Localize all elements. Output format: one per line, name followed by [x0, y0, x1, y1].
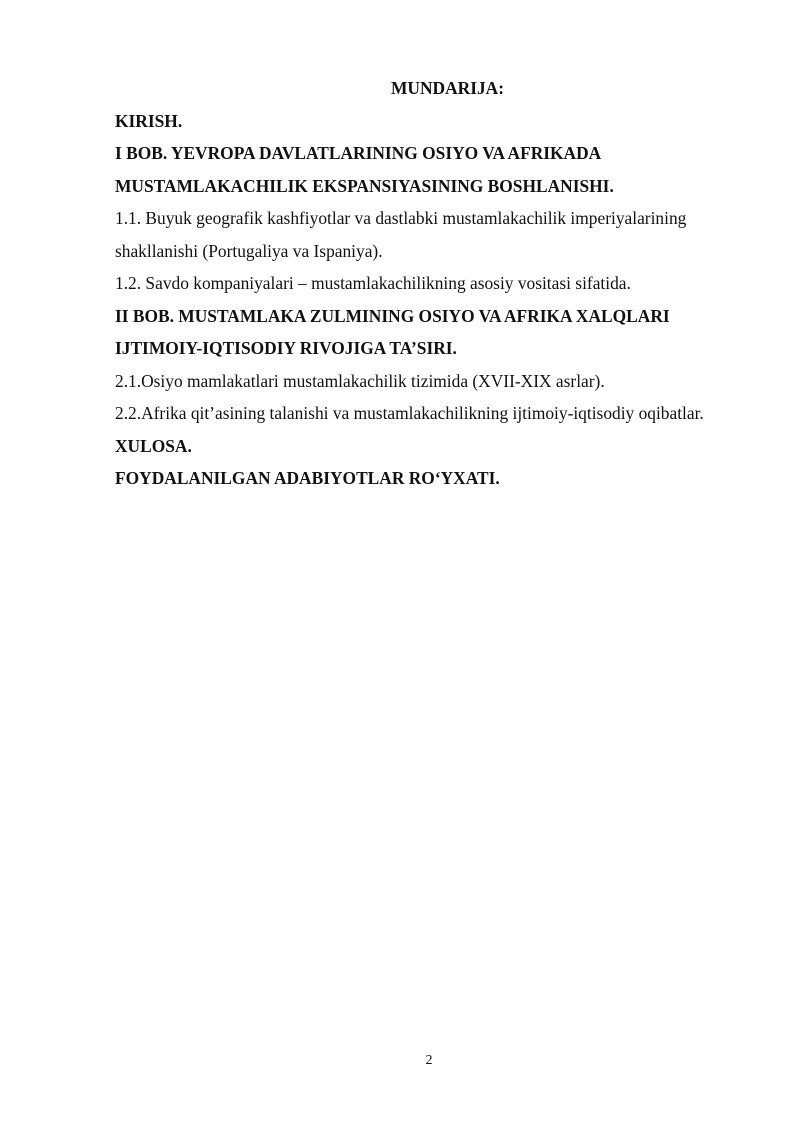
toc-entry-introduction: KIRISH. [115, 110, 183, 131]
toc-entry-chapter-1: I BOB. YEVROPA DAVLATLARINING OSIYO VA AFRIKADA MUSTAMLAKACHILIK EKSPANSIYASINING BOSHLANISHI. [115, 143, 614, 196]
toc-entry-section-2-2: 2.2.Afrika qit’asining talanishi va mustamlakachilikning ijtimoiy-iqtisodiy oqibatlar. [115, 403, 704, 423]
toc-entry-section-1-1: 1.1. Buyuk geografik kashfiyotlar va dastlabki mustamlakachilik imperiyalarining shakllanishi (Portugaliya va Ispaniya). [115, 208, 687, 261]
toc-entry-conclusion: XULOSA. [115, 435, 192, 456]
toc-entry-chapter-2: II BOB. MUSTAMLAKA ZULMINING OSIYO VA AFRIKA XALQLARI IJTIMOIY-IQTISODIY RIVOJIGA TA’SIRI. [115, 305, 670, 358]
toc-entry-section-1-2: 1.2. Savdo kompaniyalari – mustamlakachilikning asosiy vositasi sifatida. [115, 273, 631, 293]
page-number: 2 [425, 1053, 433, 1068]
toc-entry-references: FOYDALANILGAN ADABIYOTLAR RO‘YXATI. [115, 468, 500, 488]
toc-title: MUNDARIJA: [390, 78, 505, 98]
table-of-contents [115, 72, 740, 495]
toc-entry-section-2-1: 2.1.Osiyo mamlakatlari mustamlakachilik tizimida (XVII-XIX asrlar). [115, 370, 605, 391]
